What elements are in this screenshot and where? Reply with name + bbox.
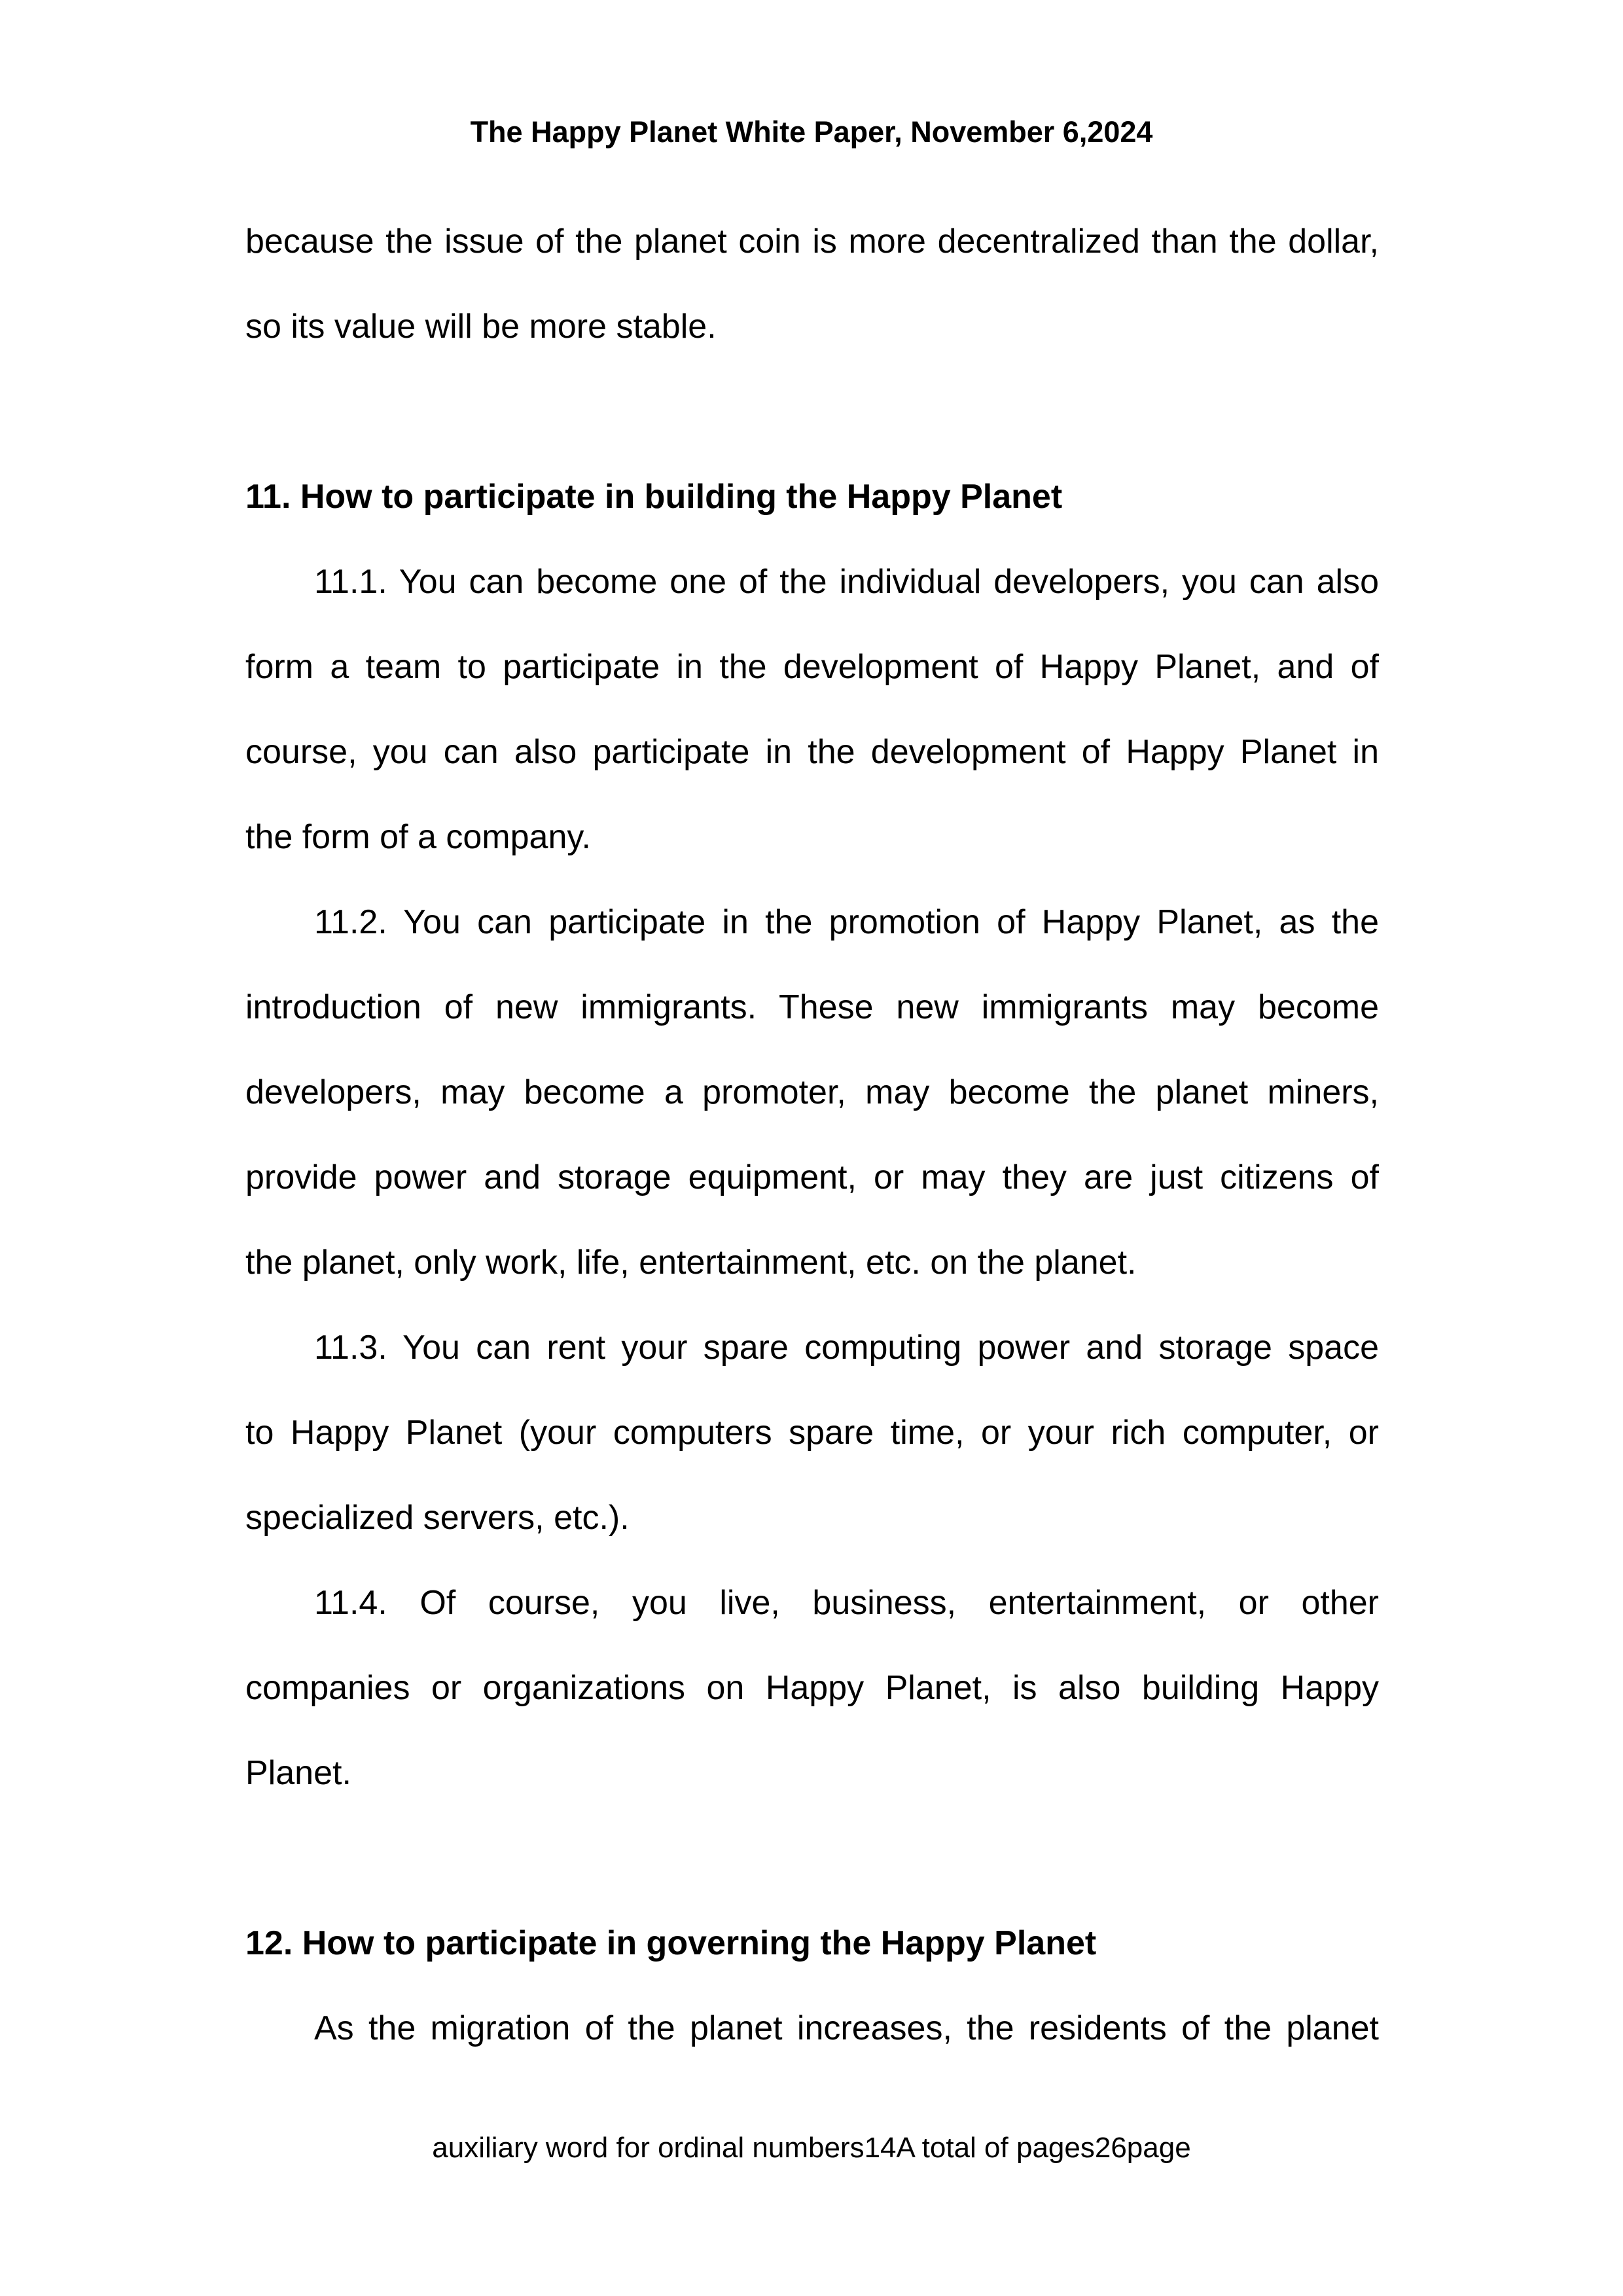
body-line: form a team to participate in the development of Happy Planet, and of: [245, 648, 1379, 686]
body-line: the form of a company.: [245, 818, 591, 856]
body-line: 11.1. You can become one of the individual developers, you can also: [314, 563, 1379, 601]
blank-line: [245, 369, 1379, 454]
body-line: companies or organizations on Happy Planet, is also building Happy: [245, 1669, 1379, 1707]
body-line: provide power and storage equipment, or may they are just citizens of: [245, 1158, 1379, 1196]
body-line: because the issue of the planet coin is more decentralized than the dollar,: [245, 223, 1379, 260]
body-line: to Happy Planet (your computers spare time, or your rich computer, or: [245, 1414, 1379, 1452]
body-line: introduction of new immigrants. These new immigrants may become: [245, 988, 1379, 1026]
section-heading-12: 12. How to participate in governing the Happy Planet: [245, 1924, 1097, 1962]
document-body: [245, 199, 1379, 2071]
body-line: the planet, only work, life, entertainment, etc. on the planet.: [245, 1244, 1137, 1282]
body-line: 11.2. You can participate in the promotion of Happy Planet, as the: [314, 903, 1379, 941]
body-line: course, you can also participate in the development of Happy Planet in: [245, 733, 1379, 771]
body-line: Planet.: [245, 1754, 351, 1792]
body-line: developers, may become a promoter, may become the planet miners,: [245, 1073, 1379, 1111]
body-line: specialized servers, etc.).: [245, 1499, 630, 1537]
body-line: As the migration of the planet increases, the residents of the planet: [314, 2009, 1379, 2047]
section-heading-11: 11. How to participate in building the Happy Planet: [245, 478, 1063, 516]
body-line: 11.3. You can rent your spare computing power and storage space: [314, 1329, 1379, 1367]
blank-line: [245, 1816, 1379, 1901]
body-line: so its value will be more stable.: [245, 308, 717, 346]
body-line: 11.4. Of course, you live, business, entertainment, or other: [314, 1584, 1379, 1622]
page-footer: auxiliary word for ordinal numbers14A total of pages26page: [432, 2132, 1191, 2164]
page-header: The Happy Planet White Paper, November 6,2024: [470, 115, 1153, 149]
